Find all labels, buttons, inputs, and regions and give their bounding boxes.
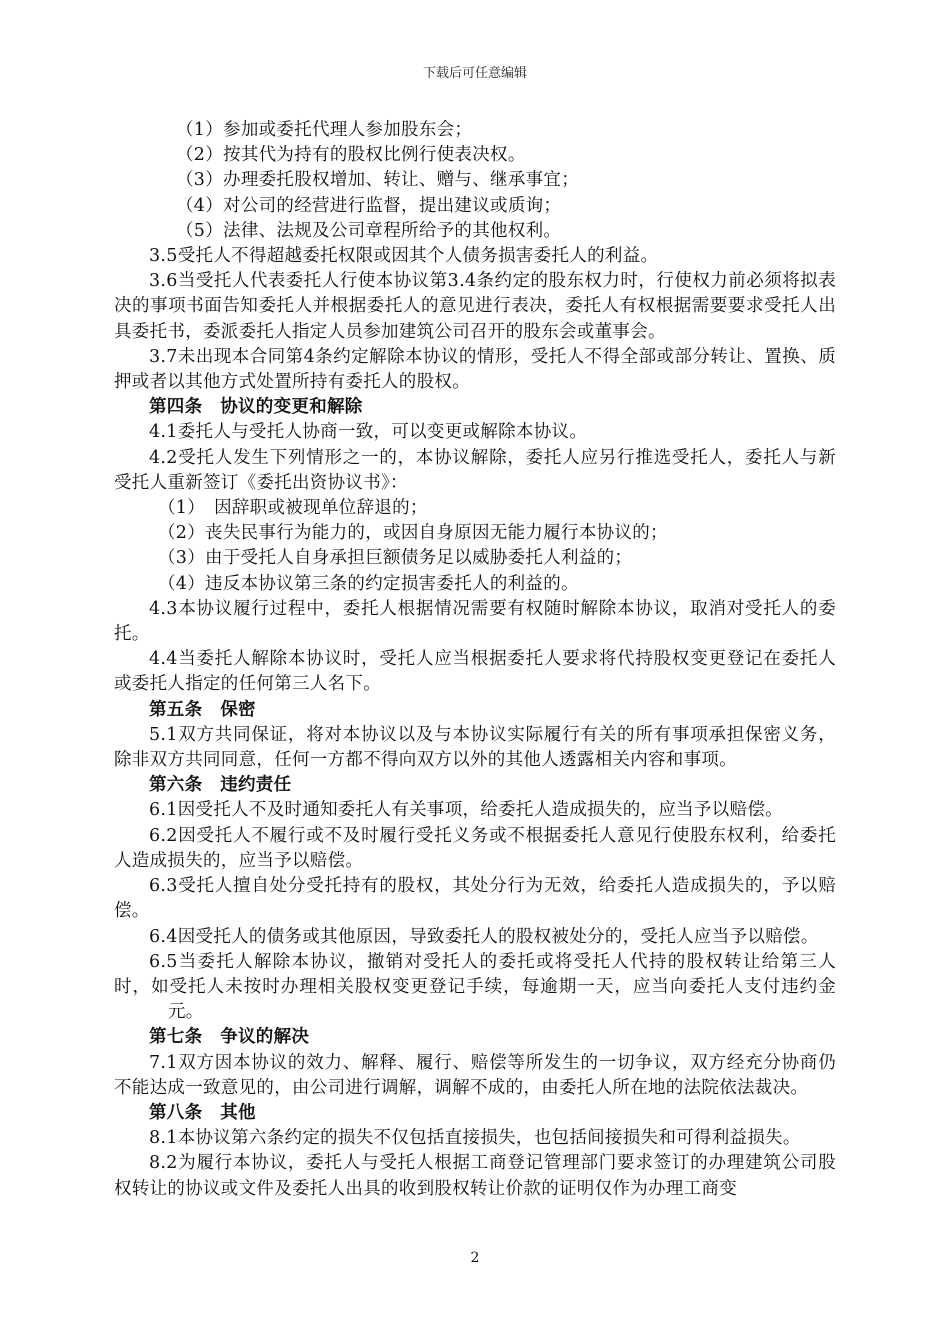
list-item: （2）按其代为持有的股权比例行使表决权。 <box>176 145 526 166</box>
section-heading: 第八条 其他 <box>149 1102 256 1123</box>
clause-paragraph: 3.5受托人不得超越委托权限或因其个人债务损害委托人的利益。 <box>149 246 659 267</box>
list-item: （1）参加或委托代理人参加股东会； <box>176 120 473 140</box>
clause-paragraph: 4.4当委托人解除本协议时，受托人应当根据委托人要求将代持股权变更登记在委托人或委托人指定的任何第三人名下。 <box>114 649 836 695</box>
clause-paragraph: 3.6当受托人代表委托人行使本协议第3.4条约定的股东权力时，行使权力前必须将拟表决的事项书面告知委托人并根据委托人的意见进行表决，委托人有权根据需要要求受托人出具委托书，委派委托人指定人员参加建筑公司召开的股东会或董事会。 <box>114 271 836 342</box>
section-heading: 第七条 争议的解决 <box>149 1027 310 1048</box>
list-item: （5）法律、法规及公司章程所给予的其他权利。 <box>176 220 562 241</box>
clause-suffix: 元。 <box>168 1002 204 1023</box>
clause-paragraph: 6.4因受托人的债务或其他原因，导致委托人的股权被处分的，受托人应当予以赔偿。 <box>149 926 819 947</box>
list-item: （2）丧失民事行为能力的，或因自身原因无能力履行本协议的； <box>158 523 668 544</box>
section-heading: 第五条 保密 <box>149 699 256 720</box>
section-heading: 第六条 违约责任 <box>149 775 292 796</box>
page-header: 下载后可任意编辑 <box>422 66 527 81</box>
clause-paragraph: 8.2为履行本协议，委托人与受托人根据工商登记管理部门要求签订的办理建筑公司股权转让的协议或文件及委托人出具的收到股权转让价款的证明仅作为办理工商变 <box>114 1153 836 1199</box>
list-item: （1） 因辞职或被现单位辞退的； <box>158 498 428 519</box>
list-item: （3）由于受托人自身承担巨额债务足以威胁委托人利益的； <box>158 548 633 569</box>
clause-paragraph: 6.2因受托人不履行或不及时履行受托义务或不根据委托人意见行使股东权利，给委托人造成损失的，应当予以赔偿。 <box>114 825 836 871</box>
document-body <box>114 118 836 1202</box>
list-item: （3）办理委托股权增加、转让、赠与、继承事宜； <box>176 170 580 191</box>
clause-paragraph: 6.1因受托人不及时通知委托人有关事项，给委托人造成损失的，应当予以赔偿。 <box>149 800 783 821</box>
clause-paragraph: 4.2受托人发生下列情形之一的，本协议解除，委托人应另行推选受托人，委托人与新受托人重新签订《委托出资协议书》： <box>114 447 836 493</box>
clause-paragraph: 4.1委托人与受托人协商一致，可以变更或解除本协议。 <box>149 422 588 443</box>
page-number: 2 <box>470 1250 480 1266</box>
clause-paragraph: 3.7未出现本合同第4条约定解除本协议的情形，受托人不得全部或部分转让、置换、质押或者以其他方式处置所持有委托人的股权。 <box>114 346 836 393</box>
section-heading: 第四条 协议的变更和解除 <box>149 397 363 418</box>
clause-paragraph: 7.1双方因本协议的效力、解释、履行、赔偿等所发生的一切争议，双方经充分协商仍不能达成一致意见的，由公司进行调解，调解不成的，由委托人所在地的法院依法裁决。 <box>114 1052 836 1098</box>
clause-paragraph: 5.1双方共同保证，将对本协议以及与本协议实际履行有关的所有事项承担保密义务，除非双方共同同意，任何一方都不得向双方以外的其他人透露相关内容和事项。 <box>114 724 836 771</box>
clause-paragraph: 8.1本协议第六条约定的损失不仅包括直接损失，也包括间接损失和可得利益损失。 <box>149 1128 801 1149</box>
list-item: （4）对公司的经营进行监督，提出建议或质询； <box>176 195 562 216</box>
clause-paragraph: 6.3受托人擅自处分受托持有的股权，其处分行为无效，给委托人造成损失的，予以赔偿。 <box>114 876 836 922</box>
list-item: （4）违反本协议第三条的约定损害委托人的利益的。 <box>158 573 579 594</box>
clause-paragraph <box>114 950 836 1026</box>
clause-text: 6.5当委托人解除本协议，撤销对受托人的委托或将受托人代持的股权转让给第三人时，如受托人未按时办理相关股权变更登记手续，每逾期一天，应当向委托人支付违约金 <box>114 951 836 997</box>
clause-paragraph: 4.3本协议履行过程中，委托人根据情况需要有权随时解除本协议，取消对受托人的委托。 <box>114 598 836 645</box>
